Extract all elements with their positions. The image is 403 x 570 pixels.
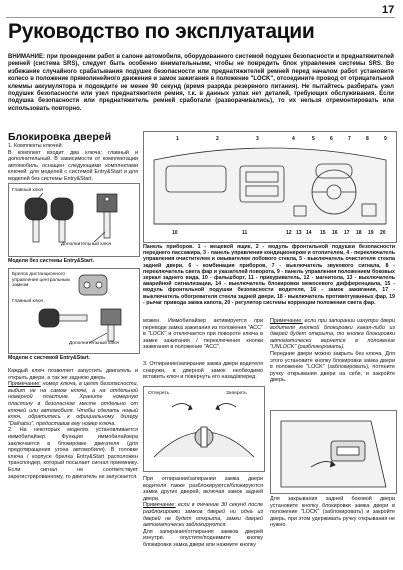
fig-lock-label: Запереть (226, 391, 247, 396)
dash-bottom-num-15: 15 (320, 230, 326, 236)
dash-bottom-num-10: 10 (172, 230, 178, 236)
dash-top-num-1: 1 (176, 136, 179, 142)
fig2-caption: Модели с системой Entry&Start. (8, 355, 91, 361)
dash-bottom-num-12: 12 (286, 230, 292, 236)
right-col-text1: Передние двери можно закрыть без ключа. Для этого установите кнопку блокировки замка двери в положение "LOCK" (заблокировать), потяните ручку открывания двери на себя, и закройте дверь. (270, 350, 395, 384)
fig2-extra-key-label: Дополнительный ключ (69, 341, 120, 346)
dash-bottom-num-20: 20 (380, 230, 386, 236)
warning-lead: ВНИМАНИЕ: (8, 54, 45, 60)
dash-top-num-3: 3 (256, 136, 259, 142)
keys-note-text: номер ключа, в целях безопасности, выбит не на самом ключе, а на отдельной номерной пластине. Храните номерную пластину в безопасном месте отдельно от ключей или автомобиля. Чтобы сделать новый ключ, обратитесь к официальному дилеру "Daihatsu", предоставив ему номер ключа. (8, 381, 138, 427)
fig2-fob-label: Брелок дистанционного управления центральным замком (12, 272, 70, 289)
keys-after-text: Каждый ключ позволяет запустить двигатель и открыть двери, а так же заднюю дверь. (8, 368, 138, 381)
key-drawings-2 (9, 269, 139, 353)
key-drawings-1 (9, 184, 139, 256)
keys-note-lead: Примечание: (8, 381, 41, 388)
dashboard-caption: Панель приборов. 1 - вещевой ящик, 2 - модуль фронтальной подушки безопасности переднего пассажира, 3 - панель управления кондиционером и отопителем, 4 - переключатель управления очистителем и омывателем лобового стекла, 5 - выключатель очистителя стекла задней двери, 6 - комбинация приборов, 7 - выключатель звукового сигнала, 8 - переключатель света фар и указателей поворота, 9 - панель управления положением боковых зеркал заднего вида, 10 - фальшборт, 11 - прикуриватель, 12 - магнитола, 13 - выключатель аварийной сигнализации, 14 - выключатель блокировки межосевого дифференциала, 15 - модуль фронтальной подушки безопасности водителя, 16 - замок зажигания, 17 - выключатель обогревателя стекла задней двери, 18 - выключатель противотуманных фар, 19 - рычаг привода замка капота, 20 - регулятор системы коррекции положения света фар. (143, 244, 395, 306)
door-handle-figure (270, 410, 397, 494)
middle-col-text3: При отпирании/запирании замка двери водителя также разблокируются/блокируются замки других дверей, включая замок задней двери. (143, 476, 263, 502)
section-title-doors: Блокировка дверей (8, 131, 112, 143)
right-note-text: если при запирании изнутри двери водителя кнопкой блокировки какая-либо из дверей будет открыта, то кнопка блокировки автоматически вернется в положение "UNLOCK" (разблокировать). (270, 318, 395, 351)
main-key-icon (25, 193, 73, 242)
dash-bottom-num-19: 19 (368, 230, 374, 236)
page-number: 17 (382, 4, 395, 16)
middle-col-body (143, 476, 263, 549)
dash-top-num-9: 9 (384, 136, 387, 142)
fig-open-label: Отпереть (148, 391, 170, 396)
fig1-main-key-label: Главный ключ (12, 188, 44, 193)
fig1-extra-key-label: Дополнительный ключ (61, 242, 112, 247)
fig2-main-key-label: Главный ключ (12, 299, 44, 304)
main-key-2-icon (39, 309, 87, 327)
dash-top-num-4: 4 (292, 136, 295, 142)
warning-text: при проведении работ в салоне автомобиля, оборудованного системой подушек безопасности и преднатяжителей ремней (система SRS), следует быть особенно внимательными, чтобы не повредить блок управления системы SRS. Во избежание случайного срабатывания подушек безопасности или преднатяжителей ремней перед началом работ установите колесо в положение прямолинейного движения и замок зажигания в положение "LOCK", отсоедините провод от отрицательной клеммы аккумулятора и подождите не менее 90 секунд (время разряда резервного питания). Не пытайтесь разбирать узел подушек безопасности или узел преднатяжителя ремня, т.к. в данных узлах нет деталей, требующих обслуживания. Если подушка безопасности или преднатяжитель ремней сработали (разворачивались), то их нельзя отремонтировать или использовать повторно. (8, 54, 394, 112)
keys-figure-1 (8, 183, 140, 257)
remote-fob-icon (79, 275, 107, 295)
dash-bottom-num-17: 17 (344, 230, 350, 236)
dash-bottom-num-16: 16 (332, 230, 338, 236)
door-lock-drawing (144, 387, 264, 471)
right-col-text2: Для закрывания задней боковой двери установите кнопку блокировки замка двери в положение "LOCK" (заблокировать) и закройте дверь, при этом удерживать ручку открывания не нужно. (270, 496, 395, 529)
dash-bottom-num-14: 14 (306, 230, 312, 236)
extra-key-2-icon (89, 309, 121, 343)
middle-col-text1: можен. Иммобилайзер активируется при переводе замка зажигания из положения "ACC" в "LOCK" и отключается при повороте ключа в замке зажигания / переключения кнопки зажигания в положение "ACC". (143, 318, 263, 351)
dashboard-drawing (144, 132, 396, 242)
doors-intro (8, 143, 138, 183)
middle-col-text2: 3. Отпирание/запирание замка двери водителя снаружи, в дверной замок необходимо вставить ключ и повернуть его назад/вперед. (143, 361, 263, 381)
dash-bottom-num-11: 11 (242, 230, 248, 236)
door-handle-drawing (271, 411, 396, 493)
keys-item2: 2. На некоторых моделях установливается иммобилайзер. Функция иммобилайзера заключается в блокировке двигателя (для предотвращения угона автомобиля). В головке ключа / корпусе брелка Entry&Start расположен транспондер, который посылает сигнал приемнику. Если сигнал не соответствует зарегистрированному, то двигатель не запускается. (8, 427, 138, 480)
dash-top-num-6: 6 (330, 136, 333, 142)
doors-intro-2: В комплект входит два ключа: главный и дополнительный. В зависимости от комплектации автомобиль оснащен следующими комплектами ключей: для моделей с системой Entry&Start и для моделей без системы Entry&Start. (8, 149, 138, 182)
dash-bottom-num-18: 18 (356, 230, 362, 236)
dashboard-figure (143, 131, 397, 243)
middle-note-lead: Примечание: (143, 502, 176, 509)
warning-paragraph (8, 54, 394, 113)
right-col-top (270, 318, 395, 384)
page-title: Руководство по эксплуатации (8, 20, 315, 43)
dash-top-num-8: 8 (366, 136, 369, 142)
right-note-lead: Примечание: (270, 318, 303, 324)
title-divider (6, 17, 395, 18)
door-lock-figure (143, 386, 265, 472)
middle-note-text: если в течение 30 секунд после разблокировки замков дверей ни одна из дверей не будет открыта, замки дверей автоматически заблокируются. (143, 502, 263, 529)
keys-figure-2 (8, 268, 140, 354)
fig1-caption: Модели без системы Entry&Start. (8, 258, 94, 264)
dash-top-num-2: 2 (216, 136, 219, 142)
dash-top-num-7: 7 (348, 136, 351, 142)
dash-top-num-5: 5 (312, 136, 315, 142)
extra-key-icon (94, 194, 117, 242)
middle-col-text4: Для запирания/отпирания замков дверей изнутри, опустите/поднимите кнопку блокировки замка двери или нажмите кнопку (143, 528, 263, 548)
doors-intro-1: 1. Комплекты ключей. (8, 143, 63, 149)
dash-bottom-num-13: 13 (296, 230, 302, 236)
left-col-body (8, 368, 138, 480)
